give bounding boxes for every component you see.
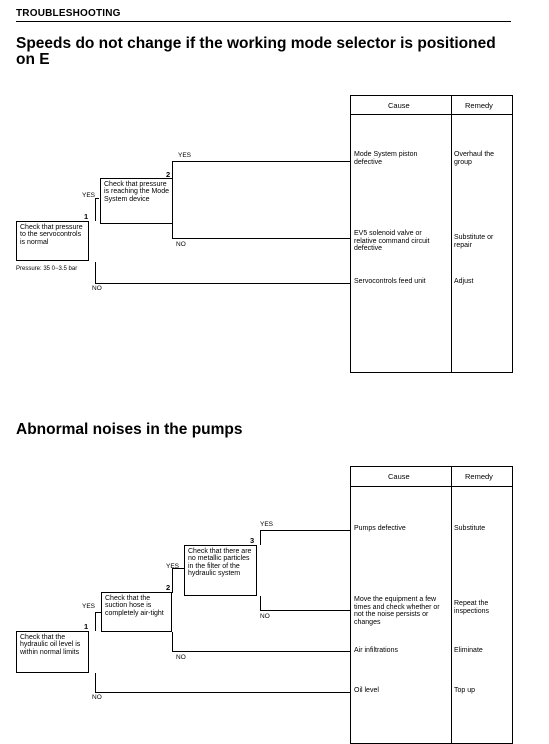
check-box-text: Check that pressure to the servocontrols is normal — [20, 224, 83, 246]
flow-line-no-3 — [260, 610, 351, 611]
remedy-text: Eliminate — [454, 647, 483, 654]
table1-header-rule — [350, 114, 512, 115]
remedy-text: Substitute — [454, 525, 486, 532]
table2-remedy-header: Remedy — [465, 472, 493, 481]
section1-title-line2: on E — [16, 51, 50, 68]
check-box-1 — [16, 631, 89, 673]
cause-text: Oil level — [354, 687, 379, 694]
step-number: 1 — [84, 622, 89, 631]
flow-line — [172, 224, 173, 238]
section2-title: Abnormal noises in the pumps — [16, 421, 243, 438]
flow-line — [172, 161, 173, 178]
cause-text: Move the equipment a few times and check whether or not the noise persists or changes — [354, 596, 440, 626]
section1-title-line1: Speeds do not change if the working mode selector is positioned — [16, 35, 496, 52]
yes-label: YES — [82, 192, 96, 199]
flow-line — [260, 596, 261, 610]
cause-text: Air infiltrations — [354, 647, 398, 654]
section1-title — [16, 36, 496, 68]
table1-cause-header: Cause — [388, 101, 410, 110]
step-number: 2 — [166, 170, 171, 179]
flow-line — [95, 673, 96, 692]
check-box-text: Check that there are no metallic particles in the filter of the hydraulic system — [188, 548, 252, 577]
pressure-note: Pressure: 35 0−3.5 bar — [16, 266, 78, 272]
yes-label: YES — [166, 563, 180, 570]
check-box-2 — [101, 592, 172, 632]
no-label: NO — [176, 654, 186, 661]
check-box-text: Check that the suction hose is completely air-tight — [105, 595, 164, 617]
no-label: NO — [260, 613, 270, 620]
flow-line — [172, 632, 173, 651]
step-number: 3 — [250, 536, 255, 545]
flow-line — [95, 612, 96, 631]
step-number: 1 — [84, 212, 89, 221]
cause-text: EV5 solenoid valve or relative command circuit defective — [354, 230, 430, 252]
remedy-text: Adjust — [454, 278, 474, 285]
check-box-text: Check that pressure is reaching the Mode System device — [104, 181, 169, 203]
flow-line — [172, 568, 173, 593]
flow-line — [95, 198, 96, 221]
no-label: NO — [92, 694, 102, 701]
table2-header-rule — [350, 486, 512, 487]
cause-text: Pumps defective — [354, 525, 406, 532]
remedy-text: Top up — [454, 687, 476, 694]
remedy-text: Repeat the inspections — [454, 600, 490, 615]
check-box-3 — [184, 545, 257, 596]
step-number: 2 — [166, 583, 171, 592]
header-rule — [16, 21, 511, 22]
remedy-text: Substitute or repair — [454, 234, 494, 249]
no-label: NO — [176, 241, 186, 248]
flow-line — [260, 530, 261, 545]
flow-line-yes-3 — [260, 530, 351, 531]
remedy-text: Overhaul the group — [454, 151, 495, 166]
flow-line-no-1 — [95, 692, 351, 693]
flow-line-no-2 — [172, 651, 351, 652]
flow-line — [95, 198, 99, 199]
yes-label: YES — [260, 521, 274, 528]
check-box-1 — [16, 221, 89, 261]
check-box-2 — [100, 178, 173, 224]
flow-line — [95, 262, 96, 283]
section-header: TROUBLESHOOTING — [16, 8, 121, 19]
table1-remedy-header: Remedy — [465, 101, 493, 110]
check-box-text: Check that the hydraulic oil level is within normal limits — [20, 634, 81, 656]
table1-divider — [451, 95, 452, 372]
cause-text: Mode System piston defective — [354, 151, 418, 166]
flow-line-no-1 — [95, 283, 351, 284]
flow-line-no-2 — [172, 238, 351, 239]
yes-label: YES — [82, 603, 96, 610]
table2-cause-header: Cause — [388, 472, 410, 481]
no-label: NO — [92, 285, 102, 292]
yes-label: YES — [178, 152, 192, 159]
table2-divider — [451, 466, 452, 743]
cause-text: Servocontrols feed unit — [354, 278, 426, 285]
flow-line-yes-2 — [172, 161, 351, 162]
